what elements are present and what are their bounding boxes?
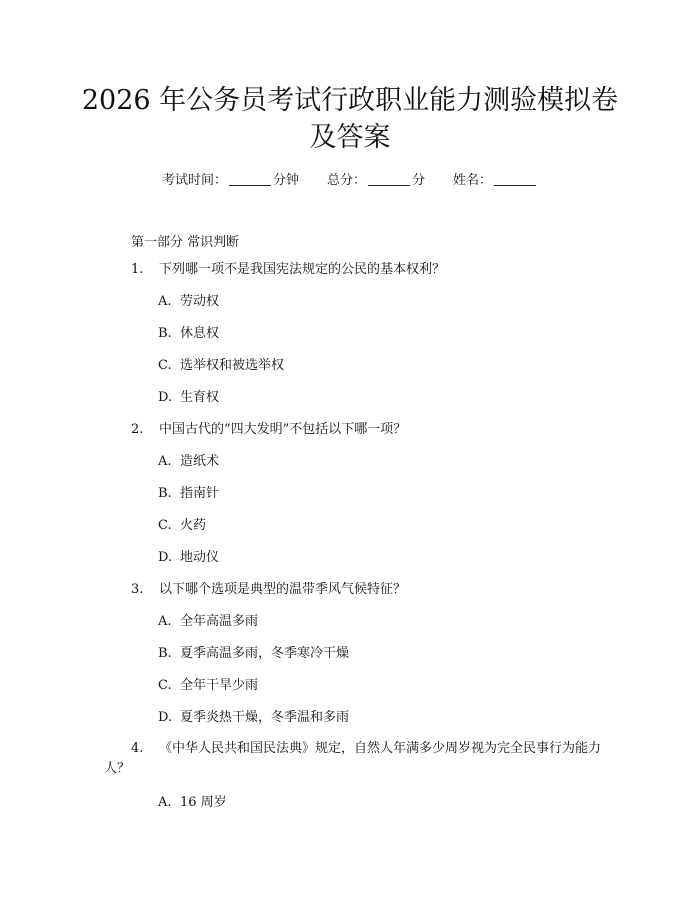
option-3c [158,676,258,696]
option-1d [158,388,219,408]
question-4 [104,739,624,779]
total-score-unit: 分 [412,173,426,188]
option-text: 地动仪 [180,550,220,565]
total-score-label: 总分： [326,173,366,188]
option-text: 劳动权 [180,294,220,309]
exam-info-line [0,169,700,188]
total-score-blank [368,173,410,186]
option-letter: B. [158,486,172,501]
question-text: 《中华人民共和国民法典》规定，自然人年满多少周岁视为完全民事行为能力人？ [104,741,602,776]
exam-time-unit: 分钟 [272,173,299,188]
question-number: 3. [131,582,144,597]
page-title: 2026 年公务员考试行政职业能力测验模拟卷 [81,85,619,116]
option-letter: C. [158,358,172,373]
option-text: 休息权 [180,326,220,341]
option-1a [158,292,219,312]
question-3 [131,580,631,600]
option-letter: C. [158,518,172,533]
section-title: 第一部分 常识判断 [131,235,240,250]
option-letter: A. [158,294,172,309]
option-letter: B. [158,646,172,661]
option-text: 夏季炎热干燥，冬季温和多雨 [180,710,350,725]
option-letter: A. [158,454,172,469]
question-text: 下列哪一项不是我国宪法规定的公民的基本权利？ [159,262,446,277]
option-text: 夏季高温多雨，冬季寒冷干燥 [180,646,350,661]
option-letter: D. [158,710,173,725]
option-text: 全年干旱少雨 [180,678,259,693]
option-3d [158,708,349,728]
option-text: 全年高温多雨 [180,614,259,629]
option-3b [158,644,349,664]
option-text: 16 周岁 [180,795,227,810]
question-1 [131,260,631,280]
option-2a [158,452,219,472]
option-2d [158,548,219,568]
option-text: 造纸术 [180,454,220,469]
page-title-continued: 及答案 [309,122,391,153]
question-2 [131,420,631,440]
question-text: 以下哪个选项是典型的温带季风气候特征？ [159,582,407,597]
name-label: 姓名： [453,173,493,188]
name-field [453,173,538,188]
option-4a [158,793,227,813]
option-letter: A. [158,795,172,810]
question-number: 2. [131,422,144,437]
option-text: 火药 [180,518,207,533]
exam-time-label: 考试时间： [161,173,227,188]
question-number: 4. [131,741,144,756]
option-1b [158,324,219,344]
question-number: 1. [131,262,144,277]
option-2c [158,516,206,536]
option-text: 指南针 [180,486,220,501]
option-letter: B. [158,326,172,341]
name-blank [494,173,536,186]
option-1c [158,356,284,376]
exam-time-blank [229,173,271,186]
total-score-field [327,173,425,188]
option-letter: D. [158,550,173,565]
option-2b [158,484,219,504]
exam-time-field [162,173,299,188]
option-3a [158,612,258,632]
question-text: 中国古代的“四大发明”不包括以下哪一项？ [159,422,407,437]
option-letter: A. [158,614,172,629]
option-letter: D. [158,390,173,405]
option-letter: C. [158,678,172,693]
option-text: 选举权和被选举权 [180,358,285,373]
option-text: 生育权 [180,390,220,405]
